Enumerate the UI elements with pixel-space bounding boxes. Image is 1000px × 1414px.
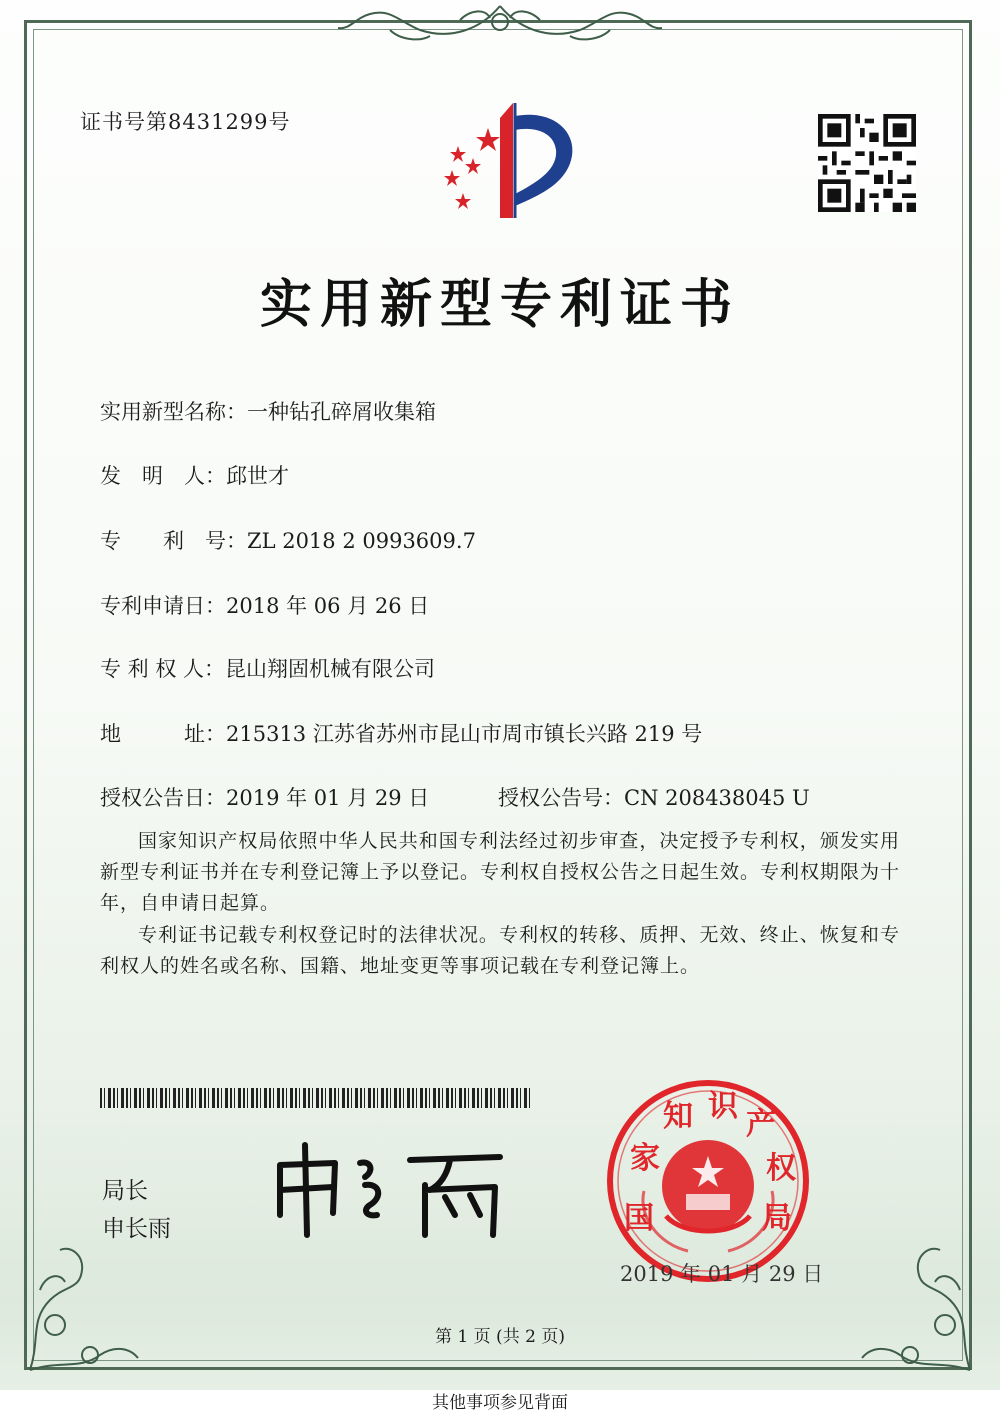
page-number: 第 1 页 (共 2 页): [435, 1327, 565, 1347]
field-value: ZL 2018 2 0993609.7: [247, 529, 476, 553]
director-name: 申长雨: [102, 1216, 171, 1242]
field-value: 2019 年 01 月 29 日: [226, 786, 430, 810]
patent-office-logo: [418, 98, 588, 228]
barcode: [100, 1088, 530, 1108]
field-address: [100, 718, 702, 748]
seal-char-5: 产: [746, 1107, 776, 1142]
field-filing-date: [100, 590, 429, 620]
field-label: 专利申请日：: [100, 594, 226, 618]
field-label: 发 明 人：: [100, 464, 226, 488]
top-ornament: [330, 0, 670, 46]
seal-char-4: 识: [708, 1089, 738, 1124]
field-value: 昆山翔固机械有限公司: [225, 657, 436, 681]
field-label: 授权公告号：: [498, 786, 624, 810]
legal-paragraph-2: 专利证书记载专利权登记时的法律状况。专利权的转移、质押、无效、终止、恢复和专利权人的姓名或名称、国籍、地址变更等事项记载在专利登记簿上。: [100, 924, 900, 977]
seal-char-1: 国: [624, 1201, 654, 1236]
certificate-number: 证书号第8431299号: [80, 110, 291, 134]
field-value: 2018 年 06 月 26 日: [226, 594, 430, 618]
seal-char-6: 权: [766, 1151, 796, 1186]
seal-char-2: 家: [630, 1141, 660, 1176]
back-note: 其他事项参见背面: [432, 1393, 568, 1413]
director-signature: [265, 1135, 515, 1245]
field-label: 地 址：: [100, 722, 226, 746]
director-title: 局长: [102, 1178, 148, 1204]
field-grant-number: [498, 782, 810, 812]
certificate-title: 实用新型专利证书: [259, 275, 740, 335]
legal-paragraph-1: 国家知识产权局依照中华人民共和国专利法经过初步审查，决定授予专利权，颁发实用新型专利证书并在专利登记簿上予以登记。专利权自授权公告之日起生效。专利权期限为十年，自申请日起算。: [100, 830, 901, 914]
field-label: 专 利 权 人：: [100, 657, 226, 681]
field-label: 授权公告日：: [100, 786, 226, 810]
field-inventor: [100, 460, 289, 490]
field-grant-date: [100, 782, 429, 812]
field-utility-model-name: [100, 396, 436, 426]
field-value: 一种钻孔碎屑收集箱: [247, 400, 436, 424]
seal-date: 2019 年 01 月 29 日: [620, 1262, 824, 1286]
field-value: 邱世才: [226, 464, 289, 488]
official-seal: [598, 1076, 818, 1286]
bottom-left-ornament: [20, 1230, 150, 1380]
seal-char-3: 知: [663, 1099, 693, 1134]
field-label: 专 利 号：: [100, 529, 247, 553]
field-patentee: [100, 653, 435, 683]
seal-char-7: 局: [762, 1201, 792, 1236]
qr-code: [818, 114, 916, 212]
field-label: 实用新型名称：: [100, 400, 247, 424]
field-patent-number: [100, 525, 476, 555]
field-value: CN 208438045 U: [624, 786, 810, 810]
field-value: 215313 江苏省苏州市昆山市周市镇长兴路 219 号: [226, 722, 703, 746]
bottom-right-ornament: [850, 1230, 980, 1380]
